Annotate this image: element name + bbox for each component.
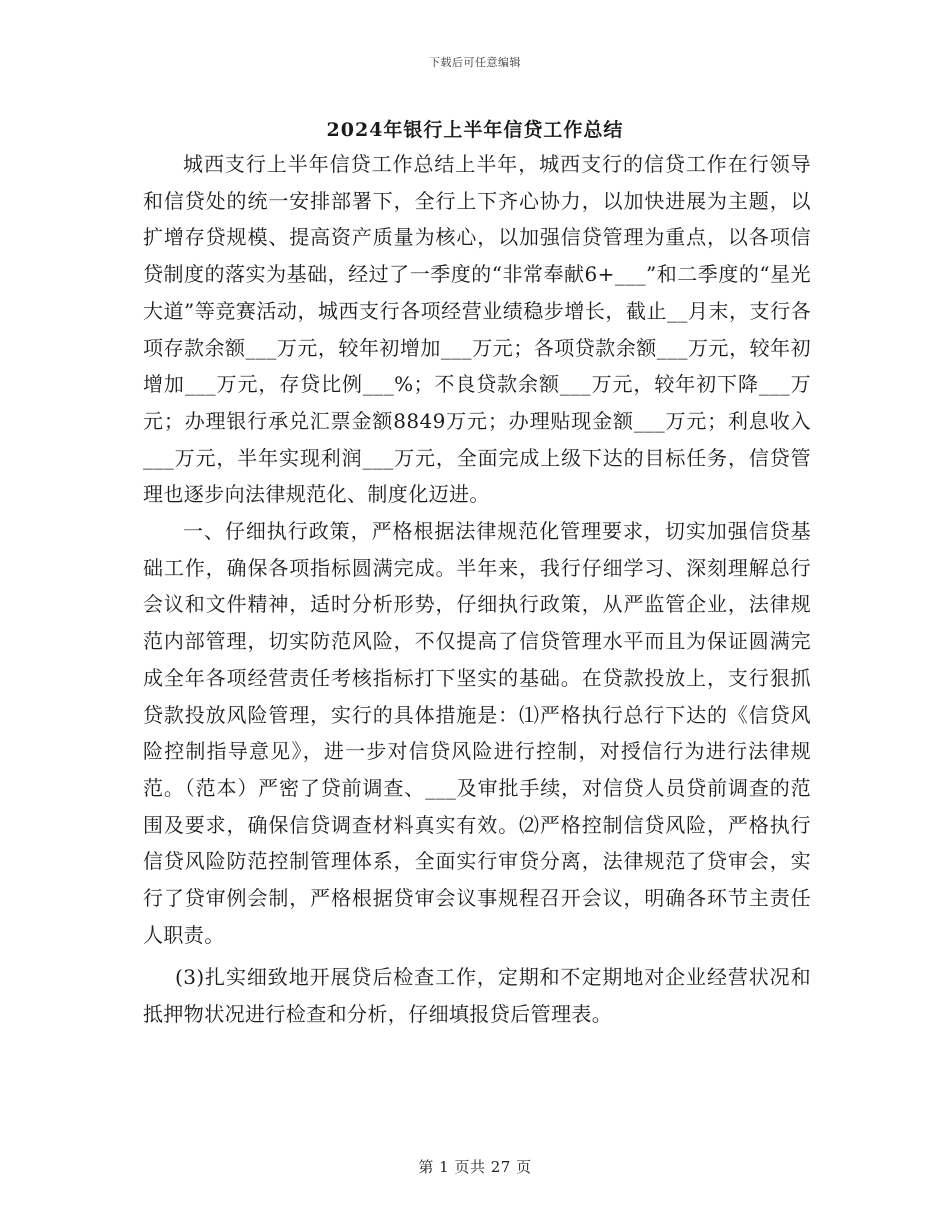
paragraph-post-loan-check: (3)扎实细致地开展贷后检查工作，定期和不定期地对企业经营状况和抵押物状况进行检查和分析，仔细填报贷后管理表。 <box>143 965 811 1027</box>
page-header-note: 下载后可任意编辑 <box>429 56 521 69</box>
paragraph-summary: 城西支行上半年信贷工作总结上半年，城西支行的信贷工作在行领导和信贷处的统一安排部署下，全行上下齐心协力，以加快进展为主题，以扩增存贷规模、提高资产质量为核心，以加强信贷管理为重点，以各项信贷制度的落实为基础，经过了一季度的“非常奉献6+___”和二季度的“星光大道”等竞赛活动，城西支行各项经营业绩稳步增长，截止__月末，支行各项存款余额___万元，较年初增加___万元；各项贷款余额___万元，较年初增加___万元，存贷比例___%；不良贷款余额___万元，较年初下降___万元；办理银行承兑汇票金额8849万元；办理贴现金额___万元；利息收入___万元，半年实现利润___万元，全面完成上级下达的目标任务，信贷管理也逐步向法律规范化、制度化迈进。 <box>143 152 811 507</box>
paragraph-section-one: 一、仔细执行政策，严格根据法律规范化管理要求，切实加强信贷基础工作，确保各项指标圆满完成。半年来，我行仔细学习、深刻理解总行会议和文件精神，适时分析形势，仔细执行政策，从严监管企业，法律规范内部管理，切实防范风险，不仅提高了信贷管理水平而且为保证圆满完成全年各项经营责任考核指标打下坚实的基础。在贷款投放上，支行狠抓贷款投放风险管理，实行的具体措施是：⑴严格执行总行下达的《信贷风险控制指导意见》，进一步对信贷风险进行控制，对授信行为进行法律规范。（范本）严密了贷前调查、___及审批手续，对信贷人员贷前调查的范围及要求，确保信贷调查材料真实有效。⑵严格控制信贷风险，严格执行信贷风险防范控制管理体系，全面实行审贷分离，法律规范了贷审会，实行了贷审例会制，严格根据贷审会议事规程召开会议，明确各环节主责任人职责。 <box>143 519 811 947</box>
document-body <box>143 146 811 1033</box>
page-number: 第 1 页共 27 页 <box>418 1158 532 1176</box>
document-title: 2024年银行上半年信贷工作总结 <box>326 119 624 141</box>
